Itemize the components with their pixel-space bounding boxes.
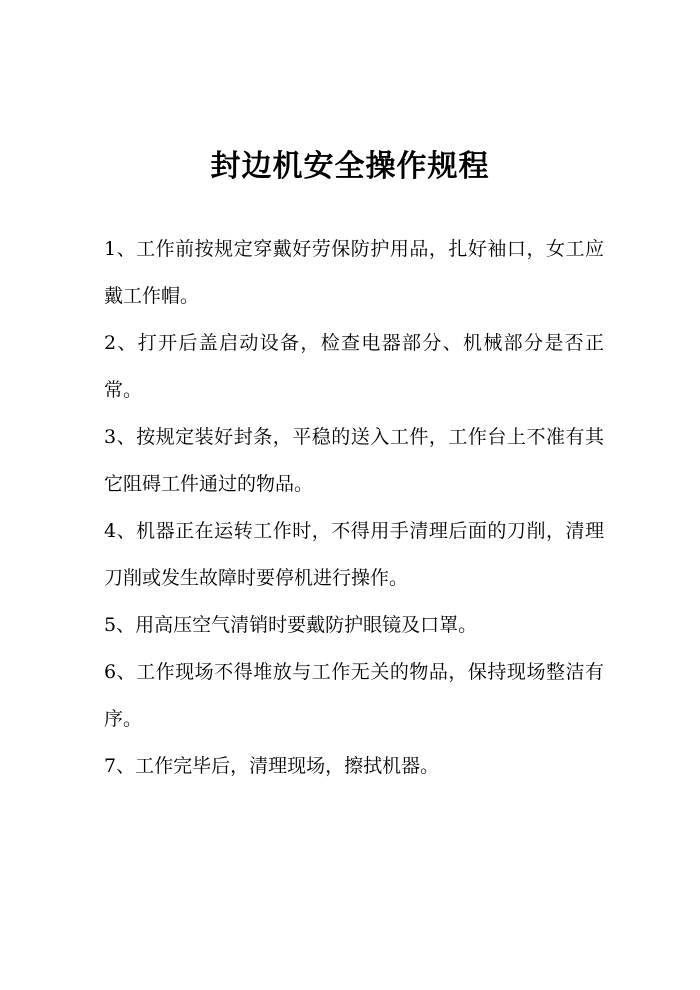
- rule-item-5: 5、用高压空气清销时要戴防护眼镜及口罩。: [104, 614, 478, 636]
- rule-item-2: 2、打开后盖启动设备，检查电器部分、机械部分是否正常。: [104, 332, 604, 401]
- rule-item-4: 4、机器正在运转工作时，不得用手清理后面的刀削，清理刀削或发生故障时要停机进行操作。: [104, 520, 604, 589]
- rule-item-1: 1、工作前按规定穿戴好劳保防护用品，扎好袖口，女工应戴工作帽。: [104, 238, 604, 307]
- rule-item-3: 3、按规定装好封条，平稳的送入工件，工作台上不准有其它阻碍工件通过的物品。: [104, 426, 604, 495]
- rule-item-7: 7、工作完毕后，清理现场，擦拭机器。: [104, 755, 440, 777]
- rule-list: [104, 226, 604, 790]
- document-title: 封边机安全操作规程: [210, 149, 490, 184]
- rule-item-6: 6、工作现场不得堆放与工作无关的物品，保持现场整洁有序。: [104, 661, 604, 730]
